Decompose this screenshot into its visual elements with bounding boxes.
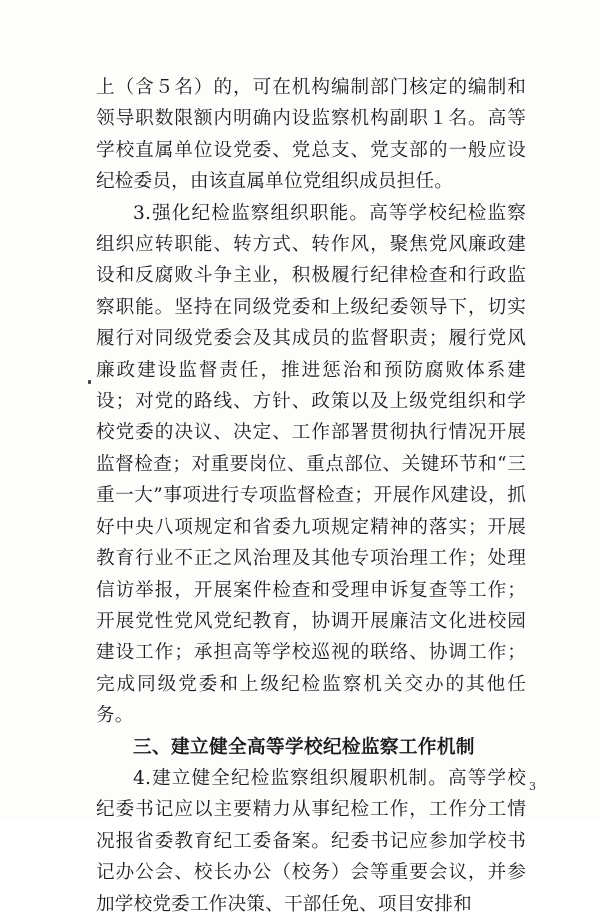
page-number: 3 xyxy=(529,780,536,793)
section-heading: 三、建立健全高等学校纪检监察工作机制 xyxy=(133,736,475,758)
paragraph-3: 4.建立健全纪检监察组织履职机制。高等学校纪委书记应以主要精力从事纪检工作，工作分工情况报省委教育纪工委备案。纪委书记应参加学校书记办公会、校长办公（校务）会等重要会议，并参加学校党委工作决策、干部任免、项目安排和 xyxy=(96,767,526,915)
paragraph-2: 3.强化纪检监察组织职能。高等学校纪检监察组织应转职能、转方式、转作风，聚焦党风廉政建设和反腐败斗争主业，积极履行纪律检查和行政监察职能。坚持在同级党委和上级纪委领导下，切实履行对同级党委会及其成员的监督职责；履行党风廉政建设监督责任，推进惩治和预防腐败体系建设；对党的路线、方针、政策以及上级党组织和学校党委的决议、决定、工作部署贯彻执行情况开展监督检查；对重要岗位、重点部位、关键环节和“三重一大”事项进行专项监督检查；开展作风建设，抓好中央八项规定和省委九项规定精神的落实；开展教育行业不正之风治理及其他专项治理工作；处理信访举报，开展案件检查和受理申诉复查等工作；开展党性党风党纪教育，协调开展廉洁文化进校园建设工作；承担高等学校巡视的联络、协调工作；完成同级党委和上级纪检监察机关交办的其他任务。 xyxy=(96,202,526,727)
paragraph-1: 上（含５名）的，可在机构编制部门核定的编制和领导职数限额内明确内设监察机构副职１名。高等学校直属单位设党委、党总支、党支部的一般应设纪检委员，由该直属单位党组织成员担任。 xyxy=(96,77,526,193)
document-body xyxy=(96,72,526,920)
scan-mark xyxy=(88,380,91,384)
